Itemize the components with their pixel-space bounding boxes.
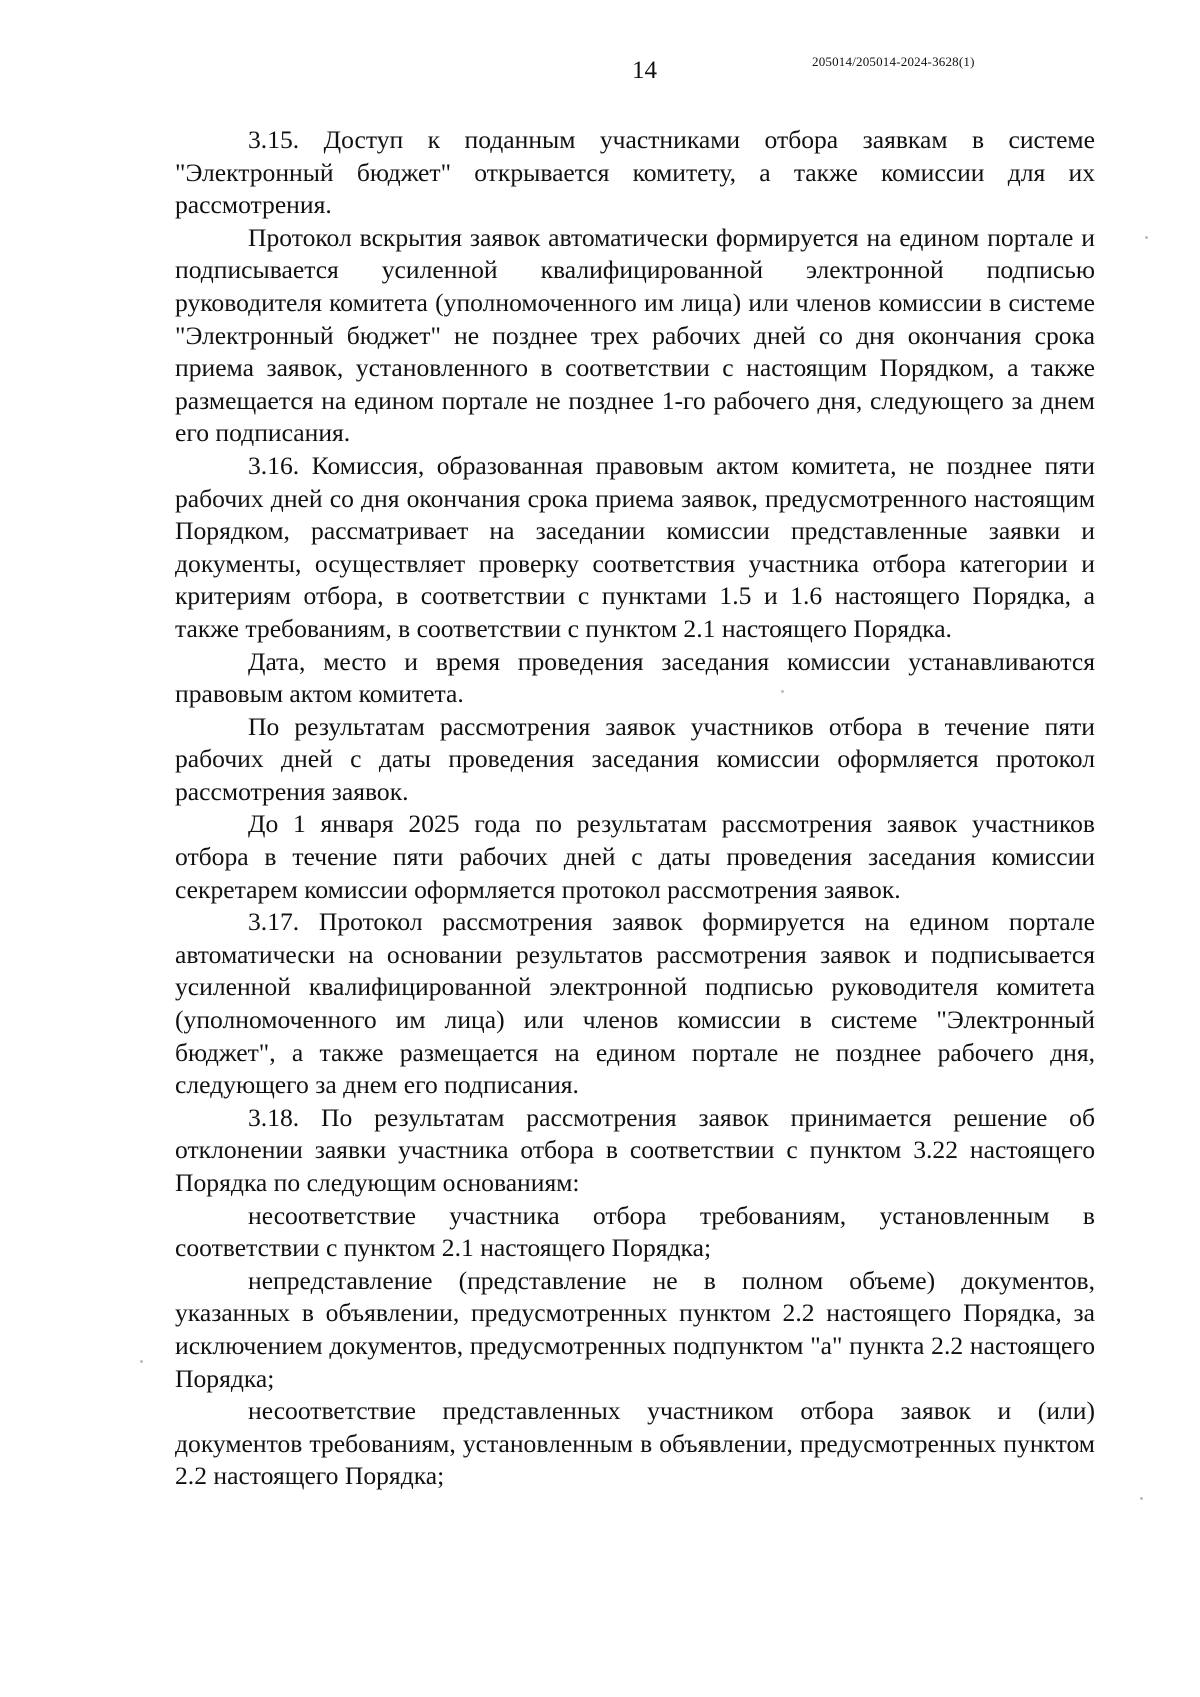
paragraph-3-16: 3.16. Комиссия, образованная правовым актом комитета, не позднее пяти рабочих дней со дня окончания срока приема заявок, предусмотренного настоящим Порядком, рассматривает на заседании комиссии представленные заявки и документы, осуществляет проверку соответствия участника отбора категории и критериям отбора, в соответствии с пунктами 1.5 и 1.6 настоящего Порядка, а также требованиям, в соответствии с пунктом 2.1 настоящего Порядка. <box>175 450 1095 643</box>
paragraph-3-18: 3.18. По результатам рассмотрения заявок принимается решение об отклонении заявки участника отбора в соответствии с пунктом 3.22 настоящего Порядка по следующим основаниям: <box>175 1102 1095 1197</box>
document-body <box>175 124 1095 1493</box>
paragraph-opening-protocol: Протокол вскрытия заявок автоматически формируется на едином портале и подписывается усиленной квалифицированной электронной подписью руководителя комитета (уполномоченного им лица) или членов комиссии в системе "Электронный бюджет" не позднее трех рабочих дней со дня окончания срока приема заявок, установленного в соответствии с настоящим Порядком, а также размещается на едином портале не позднее 1-го рабочего дня, следующего за днем его подписания. <box>175 222 1095 448</box>
scan-speck <box>781 690 784 693</box>
scan-speck <box>1140 1497 1143 1500</box>
paragraph-meeting-date: Дата, место и время проведения заседания комиссии устанавливаются правовым актом комитета. <box>175 646 1095 709</box>
scan-speck <box>1145 236 1148 239</box>
page-number: 14 <box>632 57 657 84</box>
paragraph-review-results: По результатам рассмотрения заявок участников отбора в течение пяти рабочих дней с даты проведения заседания комиссии оформляется протокол рассмотрения заявок. <box>175 711 1095 806</box>
scan-speck <box>140 1360 143 1363</box>
paragraph-3-17: 3.17. Протокол рассмотрения заявок формируется на едином портале автоматически на основании результатов рассмотрения заявок и подписывается усиленной квалифицированной электронной подписью руководителя комитета (уполномоченного им лица) или членов комиссии в системе "Электронный бюджет", а также размещается на едином портале не позднее рабочего дня, следующего за днем его подписания. <box>175 907 1095 1100</box>
rejection-ground-1: несоответствие участника отбора требованиям, установленным в соответствии с пунктом 2.1 настоящего Порядка; <box>175 1200 1095 1263</box>
rejection-ground-3: несоответствие представленных участником отбора заявок и (или) документов требованиям, установленным в объявлении, предусмотренных пунктом 2.2 настоящего Порядка; <box>175 1396 1095 1491</box>
paragraph-before-2025: До 1 января 2025 года по результатам рассмотрения заявок участников отбора в течение пяти рабочих дней с даты проведения заседания комиссии секретарем комиссии оформляется протокол рассмотрения заявок. <box>175 809 1095 904</box>
rejection-ground-2: непредставление (представление не в полном объеме) документов, указанных в объявлении, предусмотренных пунктом 2.2 настоящего Порядка, за исключением документов, предусмотренных подпунктом "а" пункта 2.2 настоящего Порядка; <box>175 1265 1095 1393</box>
document-id: 205014/205014-2024-3628(1) <box>812 54 975 69</box>
paragraph-3-15: 3.15. Доступ к поданным участниками отбора заявкам в системе "Электронный бюджет" открывается комитету, а также комиссии для их рассмотрения. <box>175 125 1095 220</box>
